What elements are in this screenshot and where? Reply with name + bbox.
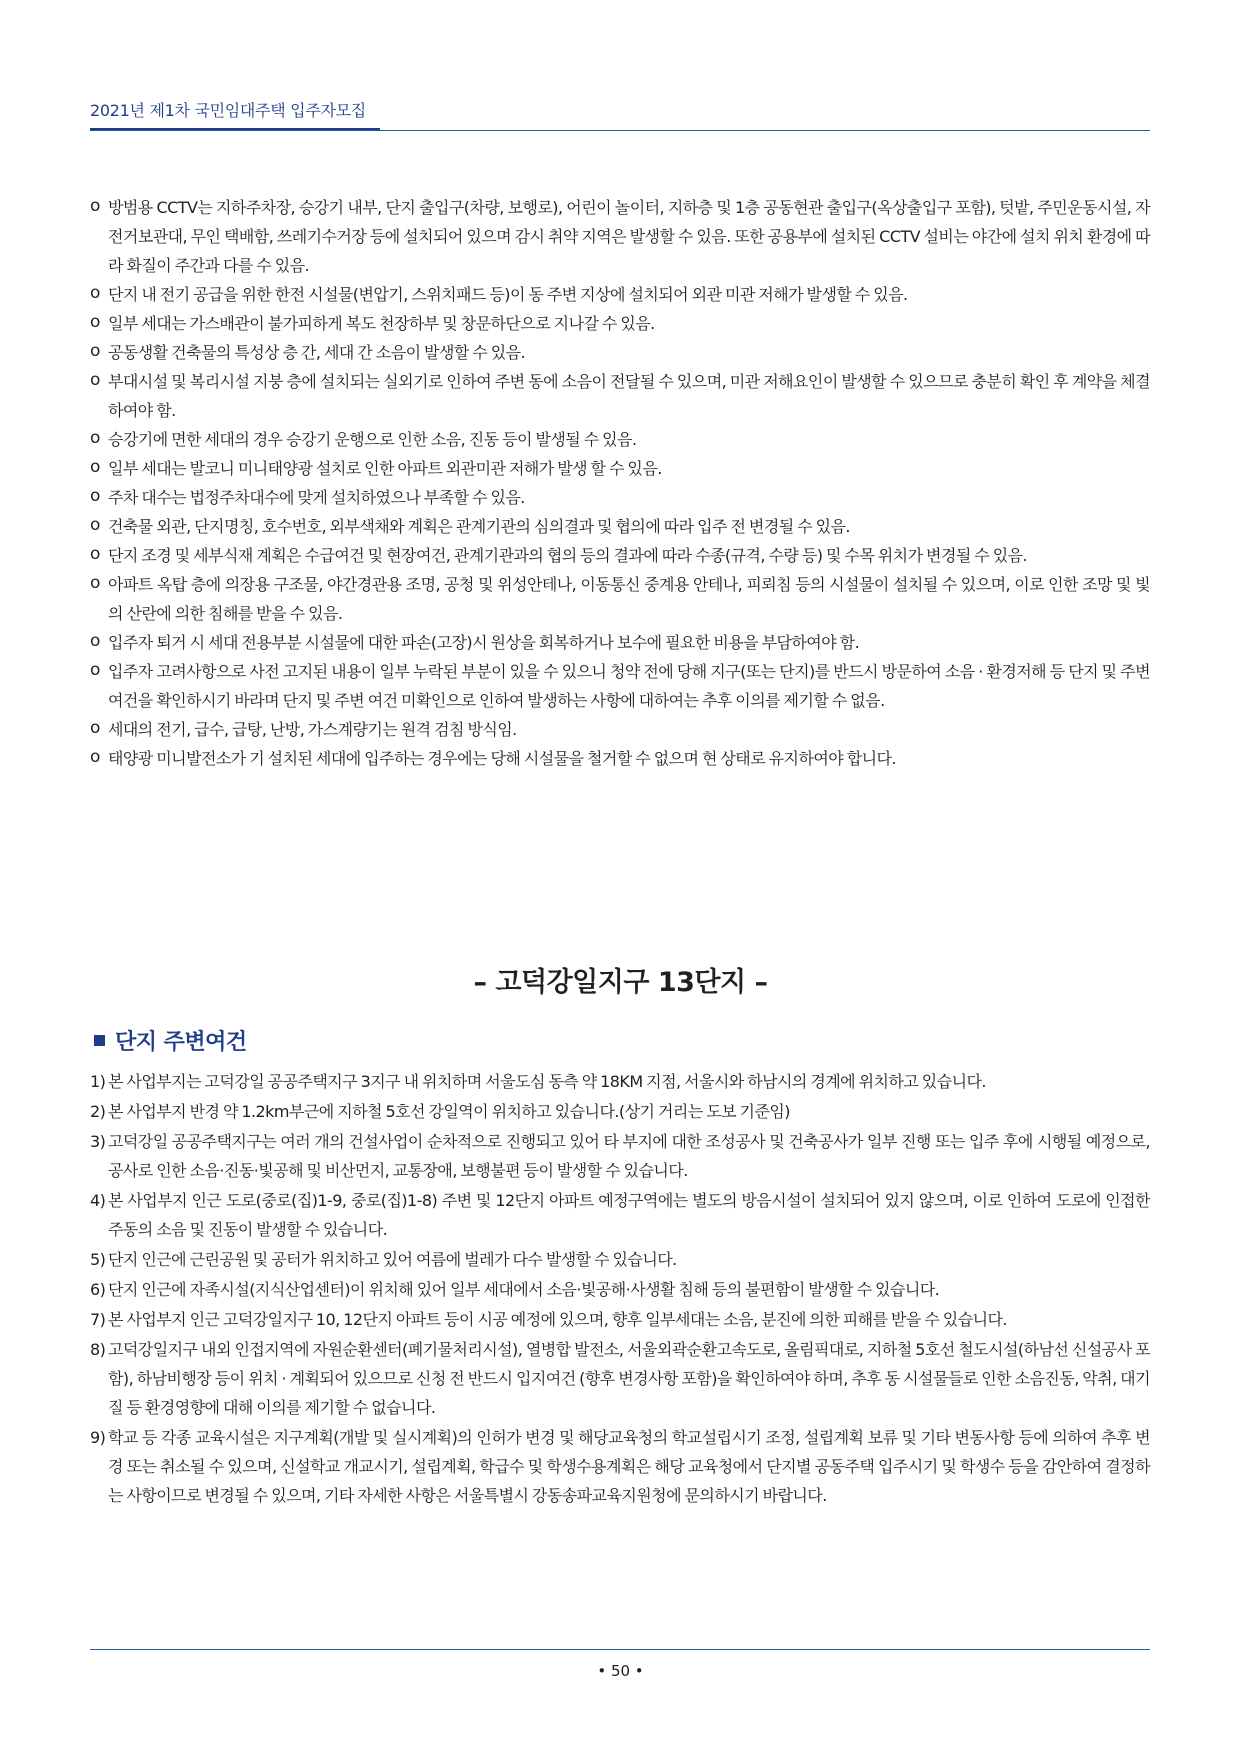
item-text: 고덕강일지구 내외 인접지역에 자원순환센터(폐기물처리시설), 열병합 발전소, 서울외곽순환고속도로, 올림픽대로, 지하철 5호선 철도시설(하남선 신설공사 포함), 하남비행장 등이 위치 · 계획되어 있으므로 신청 전 반드시 입지여건 (향후 변경사항 포함)을 확인하여야 하며, 추후 동 시설물들로 인한 소음진동, 악취, 대기질 등 환경영향에 대해 이의를 제기할 수 없습니다.: [108, 1340, 1150, 1417]
item-number: 8): [90, 1340, 106, 1359]
condition-item: [90, 1335, 1150, 1422]
notes-list: [90, 193, 1150, 773]
item-text: 본 사업부지 인근 도로(중로(집)1-9, 중로(집)1-8) 주변 및 12단지 아파트 예정구역에는 별도의 방음시설이 설치되어 있지 않으며, 이로 인하여 도로에 인접한 주동의 소음 및 진동이 발생할 수 있습니다.: [108, 1191, 1150, 1239]
item-text: 본 사업부지 인근 고덕강일지구 10, 12단지 아파트 등이 시공 예정에 있으며, 향후 일부세대는 소음, 분진에 의한 피해를 받을 수 있습니다.: [108, 1310, 1007, 1329]
note-item: o 태양광 미니발전소가 기 설치된 세대에 입주하는 경우에는 당해 시설물을 철거할 수 없으며 현 상태로 유지하여야 합니다.: [90, 744, 1150, 773]
item-number: 5): [90, 1250, 106, 1269]
item-text: 단지 인근에 자족시설(지식산업센터)이 위치해 있어 일부 세대에서 소음·빛공해·사생활 침해 등의 불편함이 발생할 수 있습니다.: [108, 1280, 940, 1299]
section-title: – 고덕강일지구 13단지 –: [473, 967, 768, 998]
condition-item: [90, 1067, 1150, 1096]
note-item: o 단지 조경 및 세부식재 계획은 수급여건 및 현장여건, 관계기관과의 협의 등의 결과에 따라 수종(규격, 수량 등) 및 수목 위치가 변경될 수 있음.: [90, 541, 1150, 570]
subheading: [94, 1025, 247, 1056]
item-text: 단지 인근에 근린공원 및 공터가 위치하고 있어 여름에 벌레가 다수 발생할 수 있습니다.: [108, 1250, 677, 1269]
condition-item: [90, 1305, 1150, 1334]
item-number: 6): [90, 1280, 106, 1299]
note-item: o 일부 세대는 가스배관이 불가피하게 복도 천장하부 및 창문하단으로 지나갈 수 있음.: [90, 309, 1150, 338]
note-item: o 단지 내 전기 공급을 위한 한전 시설물(변압기, 스위치패드 등)이 동 주변 지상에 설치되어 외관 미관 저해가 발생할 수 있음.: [90, 280, 1150, 309]
condition-item: [90, 1423, 1150, 1510]
note-item: o 일부 세대는 발코니 미니태양광 설치로 인한 아파트 외관미관 저해가 발생 할 수 있음.: [90, 454, 1150, 483]
conditions-list: [90, 1067, 1150, 1511]
item-number: 1): [90, 1072, 106, 1091]
header-divider: [90, 130, 1150, 131]
item-text: 본 사업부지 반경 약 1.2km부근에 지하철 5호선 강일역이 위치하고 있습니다.(상기 거리는 도보 기준임): [108, 1102, 790, 1121]
item-text: 고덕강일 공공주택지구는 여러 개의 건설사업이 순차적으로 진행되고 있어 타 부지에 대한 조성공사 및 건축공사가 일부 진행 또는 입주 후에 시행될 예정으로, 공사로 인한 소음·진동·빛공해 및 비산먼지, 교통장애, 보행불편 등이 발생할 수 있습니다.: [108, 1132, 1150, 1180]
note-item: o 승강기에 면한 세대의 경우 승강기 운행으로 인한 소음, 진동 등이 발생될 수 있음.: [90, 425, 1150, 454]
item-number: 2): [90, 1102, 106, 1121]
item-number: 4): [90, 1191, 106, 1210]
condition-item: [90, 1186, 1150, 1244]
note-item: o 주차 대수는 법정주차대수에 맞게 설치하였으나 부족할 수 있음.: [90, 483, 1150, 512]
condition-item: [90, 1275, 1150, 1304]
header-title: 2021년 제1차 국민임대주택 입주자모집: [90, 101, 366, 120]
note-item: o 입주자 퇴거 시 세대 전용부분 시설물에 대한 파손(고장)시 원상을 회복하거나 보수에 필요한 비용을 부담하여야 함.: [90, 628, 1150, 657]
square-bullet-icon: [94, 1035, 105, 1046]
subheading-text: 단지 주변여건: [115, 1030, 247, 1055]
note-item: o 부대시설 및 복리시설 지붕 층에 설치되는 실외기로 인하여 주변 동에 소음이 전달될 수 있으며, 미관 저해요인이 발생할 수 있으므로 충분히 확인 후 계약을 체결하여야 함.: [90, 367, 1150, 425]
condition-item: [90, 1127, 1150, 1185]
item-text: 학교 등 각종 교육시설은 지구계획(개발 및 실시계획)의 인허가 변경 및 해당교육청의 학교설립시기 조정, 설립계획 보류 및 기타 변동사항 등에 의하여 추후 변경 또는 취소될 수 있으며, 신설학교 개교시기, 설립계획, 학급수 및 학생수용계획은 해당 교육청에서 단지별 공동주택 입주시기 및 학생수 등을 감안하여 결정하는 사항이므로 변경될 수 있으며, 기타 자세한 사항은 서울특별시 강동송파교육지원청에 문의하시기 바랍니다.: [108, 1428, 1150, 1505]
note-item: o 아파트 옥탑 층에 의장용 구조물, 야간경관용 조명, 공청 및 위성안테나, 이동통신 중계용 안테나, 피뢰침 등의 시설물이 설치될 수 있으며, 이로 인한 조망 및 빛의 산란에 의한 침해를 받을 수 있음.: [90, 570, 1150, 628]
note-item: o 입주자 고려사항으로 사전 고지된 내용이 일부 누락된 부분이 있을 수 있으니 청약 전에 당해 지구(또는 단지)를 반드시 방문하여 소음 · 환경저해 등 단지 및 주변 여건을 확인하시기 바라며 단지 및 주변 여건 미확인으로 인하여 발생하는 사항에 대하여는 추후 이의를 제기할 수 없음.: [90, 657, 1150, 715]
item-text: 본 사업부지는 고덕강일 공공주택지구 3지구 내 위치하며 서울도심 동측 약 18KM 지점, 서울시와 하남시의 경계에 위치하고 있습니다.: [108, 1072, 986, 1091]
condition-item: [90, 1245, 1150, 1274]
page-number: • 50 •: [597, 1662, 644, 1680]
footer-divider: [90, 1649, 1150, 1650]
page-header: [90, 98, 1150, 121]
note-item: o 공동생활 건축물의 특성상 층 간, 세대 간 소음이 발생할 수 있음.: [90, 338, 1150, 367]
note-item: o 건축물 외관, 단지명칭, 호수번호, 외부색채와 계획은 관계기관의 심의결과 및 협의에 따라 입주 전 변경될 수 있음.: [90, 512, 1150, 541]
condition-item: [90, 1097, 1150, 1126]
item-number: 9): [90, 1428, 106, 1447]
note-item: o 방범용 CCTV는 지하주차장, 승강기 내부, 단지 출입구(차량, 보행로), 어린이 놀이터, 지하층 및 1층 공동현관 출입구(옥상출입구 포함), 텃밭, 주민운동시설, 자전거보관대, 무인 택배함, 쓰레기수거장 등에 설치되어 있으며 감시 취약 지역은 발생할 수 있음. 또한 공용부에 설치된 CCTV 설비는 야간에 설치 위치 환경에 따라 화질이 주간과 다를 수 있음.: [90, 193, 1150, 280]
item-number: 3): [90, 1132, 106, 1151]
note-item: o 세대의 전기, 급수, 급탕, 난방, 가스계량기는 원격 검침 방식임.: [90, 715, 1150, 744]
item-number: 7): [90, 1310, 106, 1329]
